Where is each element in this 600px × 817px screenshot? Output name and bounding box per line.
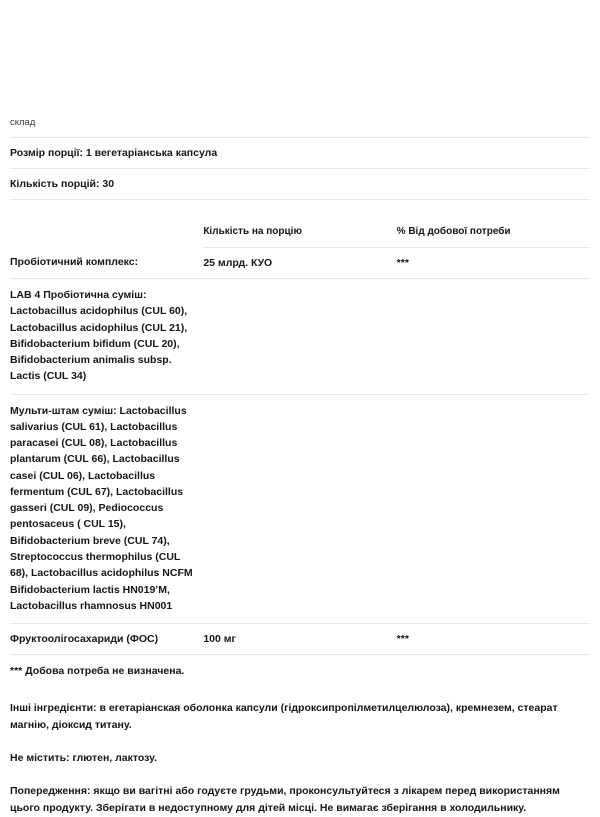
table-row — [10, 247, 590, 278]
free-from-text: Не містить: глютен, лактозу. — [10, 751, 157, 764]
servings-per-container-value: Кількість порцій: 30 — [10, 168, 590, 199]
ingredient-amount: 25 млрд. КУО — [203, 247, 396, 278]
spacer-cell-amount — [203, 200, 396, 217]
supplement-facts-table — [10, 110, 590, 684]
ingredient-name: Пробіотичний комплекс: — [10, 247, 203, 278]
serving-size-value: Розмір порції: 1 вегетаріанська капсула — [10, 137, 590, 168]
table-row-servings-per-container — [10, 168, 590, 199]
ingredient-name: Мульти-штам суміш: Lactobacillus salivarius (CUL 61), Lactobacillus paracasei (CUL 08), Lactobacillus plantarum (CUL 66), Lactobacillus casei (CUL 06), Lactobacillus fermentum (CUL 67), Lactobacillus gasseri (CUL 09), Pediococcus pentosaceus ( CUL 15), Bifidobacterium breve (CUL 74), Streptococcus thermophilus (CUL 68), Lactobacillus acidophilus NCFM Bifidobacterium lactis HN019’M, Lactobacillus rhamnosus HN001 — [10, 394, 203, 623]
column-header-name — [10, 216, 203, 247]
table-header-row — [10, 216, 590, 247]
ingredient-amount — [203, 279, 396, 395]
ingredient-daily-value — [397, 279, 590, 395]
table-row — [10, 624, 590, 655]
table-row — [10, 279, 590, 395]
ingredient-daily-value — [397, 394, 590, 623]
spacer-cell-name — [10, 200, 203, 217]
daily-value-footnote: *** Добова потреба не визначена. — [10, 665, 185, 678]
panel-title: склад — [10, 110, 590, 137]
ingredient-amount: 100 мг — [203, 624, 396, 655]
ingredient-name: Фруктоолігосахариди (ФОС) — [10, 624, 203, 655]
ingredient-daily-value: *** — [397, 624, 590, 655]
ingredient-daily-value: *** — [397, 247, 590, 278]
table-row-serving-size — [10, 137, 590, 168]
top-spacer — [10, 0, 590, 110]
ingredient-name: LAB 4 Пробіотична суміш: Lactobacillus acidophilus (CUL 60), Lactobacillus acidophilus (CUL 21), Bifidobacterium bifidum (CUL 20), Bifidobacterium animalis subsp. Lactis (CUL 34) — [10, 279, 203, 395]
table-row-spacer — [10, 200, 590, 217]
notes-section — [10, 700, 590, 817]
spacer-cell-dv — [397, 200, 590, 217]
table-row-panel-title — [10, 110, 590, 137]
table-row — [10, 394, 590, 623]
other-ingredients-text: Інші інгредієнти: в егетаріанская оболонка капсули (гідроксипропілметилцелюлоза), кремнезем, стеарат магнію, діоксид титану. — [10, 701, 558, 731]
column-header-percent-daily-value: % Від добової потреби — [397, 216, 590, 247]
ingredient-amount — [203, 394, 396, 623]
column-header-amount-per-serving: Кількість на порцію — [203, 216, 396, 247]
table-row-footnote — [10, 655, 590, 684]
warning-text: Попередження: якщо ви вагітні або годуєте грудьми, проконсультуйтеся з лікарем перед використанням цього продукту. Зберігати в недоступному для дітей місці. Не вимагає зберігання в холодильнику. — [10, 784, 560, 814]
